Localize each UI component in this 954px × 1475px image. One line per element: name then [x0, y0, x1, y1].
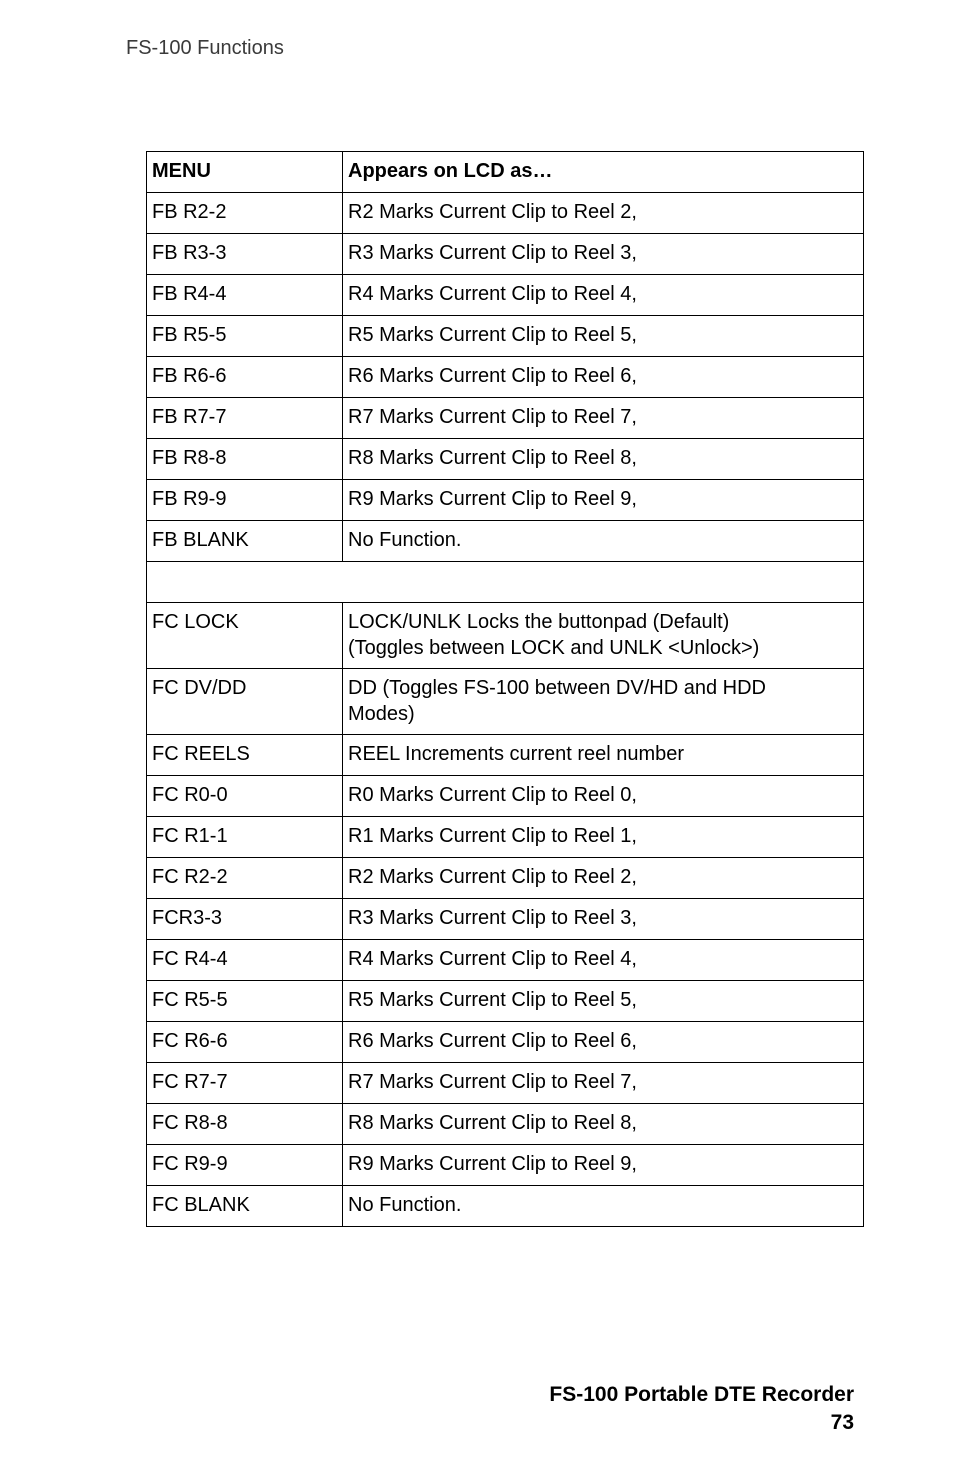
lcd-cell — [343, 669, 864, 735]
lcd-cell — [343, 275, 864, 316]
menu-cell: FCR3-3 — [147, 899, 343, 940]
lcd-text-line: R4 Marks Current Clip to Reel 4, — [348, 283, 637, 305]
lcd-cell — [343, 398, 864, 439]
menu-cell: FB R6-6 — [147, 357, 343, 398]
menu-cell: FC LOCK — [147, 603, 343, 669]
lcd-cell — [343, 1145, 864, 1186]
lcd-cell — [343, 603, 864, 669]
lcd-cell — [343, 357, 864, 398]
lcd-text-line: Modes) — [348, 703, 415, 725]
menu-cell: FB R4-4 — [147, 275, 343, 316]
lcd-text-line: R8 Marks Current Clip to Reel 8, — [348, 447, 637, 469]
table-row — [147, 234, 864, 275]
lcd-text-line: R2 Marks Current Clip to Reel 2, — [348, 201, 637, 223]
lcd-cell — [343, 193, 864, 234]
table-row — [147, 940, 864, 981]
lcd-text-line: R8 Marks Current Clip to Reel 8, — [348, 1112, 637, 1134]
lcd-cell — [343, 480, 864, 521]
table-row — [147, 858, 864, 899]
table-body — [147, 193, 864, 1227]
page-number: 73 — [830, 1411, 854, 1434]
lcd-cell — [343, 981, 864, 1022]
footer-product-title: FS-100 Portable DTE Recorder — [549, 1383, 854, 1406]
menu-cell: FC DV/DD — [147, 669, 343, 735]
table-row — [147, 603, 864, 669]
lcd-cell — [343, 1063, 864, 1104]
menu-cell: FC R2-2 — [147, 858, 343, 899]
lcd-cell — [343, 1104, 864, 1145]
table-row — [147, 669, 864, 735]
lcd-text-line: R0 Marks Current Clip to Reel 0, — [348, 784, 637, 806]
lcd-text-line: R7 Marks Current Clip to Reel 7, — [348, 1071, 637, 1093]
menu-cell: FC REELS — [147, 735, 343, 776]
lcd-cell — [343, 1022, 864, 1063]
lcd-text-line: LOCK/UNLK Locks the buttonpad (Default) — [348, 611, 730, 633]
lcd-text-line: R4 Marks Current Clip to Reel 4, — [348, 948, 637, 970]
lcd-cell — [343, 234, 864, 275]
lcd-cell — [343, 735, 864, 776]
menu-cell: FB R3-3 — [147, 234, 343, 275]
menu-cell: FC R7-7 — [147, 1063, 343, 1104]
menu-cell: FB R2-2 — [147, 193, 343, 234]
lcd-cell — [343, 858, 864, 899]
table-row — [147, 275, 864, 316]
menu-cell: FB R9-9 — [147, 480, 343, 521]
menu-cell: FC R1-1 — [147, 817, 343, 858]
lcd-text-line: DD (Toggles FS-100 between DV/HD and HDD — [348, 677, 766, 699]
lcd-text-line: R3 Marks Current Clip to Reel 3, — [348, 907, 637, 929]
table-row — [147, 562, 864, 603]
lcd-cell — [343, 899, 864, 940]
menu-cell: FB R5-5 — [147, 316, 343, 357]
lcd-text-line: R6 Marks Current Clip to Reel 6, — [348, 365, 637, 387]
table-row — [147, 316, 864, 357]
separator-cell — [147, 562, 864, 603]
lcd-text-line: R5 Marks Current Clip to Reel 5, — [348, 324, 637, 346]
table-row — [147, 735, 864, 776]
lcd-text-line: R1 Marks Current Clip to Reel 1, — [348, 825, 637, 847]
running-header: FS-100 Functions — [126, 37, 284, 59]
lcd-cell — [343, 521, 864, 562]
table-row — [147, 1063, 864, 1104]
lcd-cell — [343, 316, 864, 357]
table-row — [147, 193, 864, 234]
lcd-text-line: No Function. — [348, 529, 462, 551]
menu-cell: FB R7-7 — [147, 398, 343, 439]
menu-cell: FB BLANK — [147, 521, 343, 562]
table-row — [147, 439, 864, 480]
lcd-text-line: No Function. — [348, 1194, 462, 1216]
table-row — [147, 1186, 864, 1227]
lcd-cell — [343, 940, 864, 981]
lcd-text-line: R3 Marks Current Clip to Reel 3, — [348, 242, 637, 264]
table-row — [147, 899, 864, 940]
table-row — [147, 1104, 864, 1145]
menu-cell: FC R4-4 — [147, 940, 343, 981]
column-header-menu: MENU — [147, 152, 343, 193]
lcd-cell — [343, 817, 864, 858]
table-row — [147, 981, 864, 1022]
table-row — [147, 357, 864, 398]
lcd-cell — [343, 1186, 864, 1227]
menu-cell: FC R0-0 — [147, 776, 343, 817]
menu-cell: FC BLANK — [147, 1186, 343, 1227]
column-header-lcd: Appears on LCD as… — [343, 152, 864, 193]
lcd-cell — [343, 776, 864, 817]
menu-cell: FC R8-8 — [147, 1104, 343, 1145]
lcd-text-line: R7 Marks Current Clip to Reel 7, — [348, 406, 637, 428]
lcd-text-line: R6 Marks Current Clip to Reel 6, — [348, 1030, 637, 1052]
lcd-text-line: R2 Marks Current Clip to Reel 2, — [348, 866, 637, 888]
table-row — [147, 398, 864, 439]
menu-cell: FC R6-6 — [147, 1022, 343, 1063]
table-row — [147, 521, 864, 562]
lcd-text-line: R9 Marks Current Clip to Reel 9, — [348, 488, 637, 510]
table-row — [147, 1145, 864, 1186]
menu-cell: FB R8-8 — [147, 439, 343, 480]
lcd-text-line: (Toggles between LOCK and UNLK <Unlock>) — [348, 637, 760, 659]
lcd-text-line: R5 Marks Current Clip to Reel 5, — [348, 989, 637, 1011]
menu-function-table — [146, 151, 864, 1227]
table-header-row — [147, 152, 864, 193]
menu-cell: FC R9-9 — [147, 1145, 343, 1186]
table-row — [147, 1022, 864, 1063]
lcd-cell — [343, 439, 864, 480]
menu-cell: FC R5-5 — [147, 981, 343, 1022]
table-row — [147, 817, 864, 858]
lcd-text-line: R9 Marks Current Clip to Reel 9, — [348, 1153, 637, 1175]
table-row — [147, 776, 864, 817]
lcd-text-line: REEL Increments current reel number — [348, 743, 685, 765]
table-row — [147, 480, 864, 521]
